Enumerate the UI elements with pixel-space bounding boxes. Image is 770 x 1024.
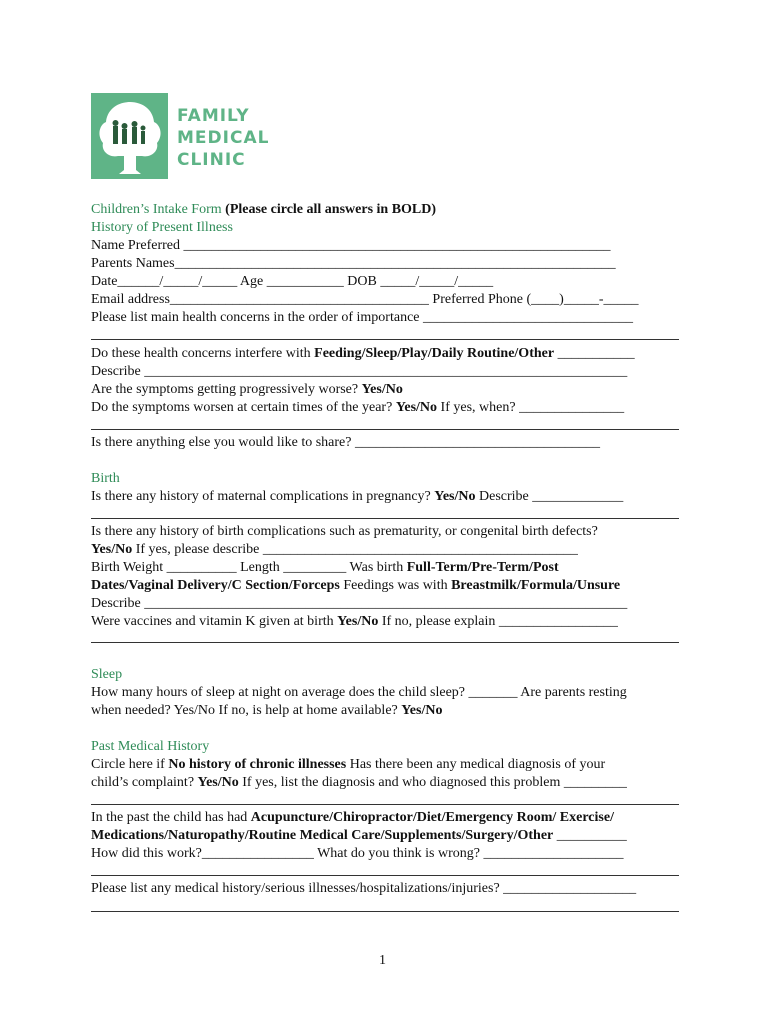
vaccines-question[interactable] <box>91 613 618 631</box>
medication-options[interactable]: Medications/Naturopathy/Routine Medical Care/Supplements/Surgery/Other <box>91 828 554 843</box>
interfere-question[interactable] <box>91 345 635 363</box>
past-text: In the past the child has had <box>91 810 251 825</box>
times-when: If yes, when? _______________ <box>437 400 625 415</box>
health-concerns-field[interactable]: Please list main health concerns in the order of importance ______________________________ <box>91 310 634 325</box>
weight-text: Birth Weight __________ Length _________ Was birth <box>91 560 407 575</box>
describe-field[interactable]: Describe _____________________________________________________________________ <box>91 364 628 379</box>
describe-field[interactable]: Describe _____________________________________________________________________ <box>91 596 628 611</box>
interfere-text: Do these health concerns interfere with <box>91 346 315 361</box>
times-yes-no[interactable]: Yes/No <box>395 400 438 415</box>
form-title-line <box>91 201 436 219</box>
form-title-note: (Please circle all answers in BOLD) <box>225 202 437 217</box>
answer-line <box>91 875 679 876</box>
treatment-options[interactable]: Acupuncture/Chiropractor/Diet/Emergency Room/ Exercise/ <box>250 810 614 825</box>
sleep-hours-question[interactable]: How many hours of sleep at night on average does the child sleep? _______ Are parents resting <box>91 685 627 700</box>
birth-complications-question: Is there any history of birth complications such as prematurity, or congenital birth defects? <box>91 524 598 539</box>
maternal-yes-no[interactable]: Yes/No <box>434 489 476 504</box>
answer-line <box>91 911 679 912</box>
medical-history-field[interactable]: Please list any medical history/serious illnesses/hospitalizations/injuries? ___________________ <box>91 881 637 896</box>
birth-weight-line[interactable] <box>91 559 559 577</box>
work-question[interactable]: How did this work?________________ What do you think is wrong? ____________________ <box>91 846 624 861</box>
complaint-list: If yes, list the diagnosis and who diagnosed this problem _________ <box>238 775 627 790</box>
delivery-feeding-line[interactable] <box>91 577 620 595</box>
interfere-blank: ___________ <box>554 346 635 361</box>
medication-blank: __________ <box>553 828 627 843</box>
birth-complications-answer[interactable] <box>91 541 578 559</box>
medications-line[interactable] <box>91 827 627 845</box>
diagnosis-text: Has there been any medical diagnosis of your <box>346 757 606 772</box>
parents-names-field[interactable]: Parents Names_______________________________________________________________ <box>91 256 616 271</box>
section-heading-birth: Birth <box>91 471 120 486</box>
chronic-illness-line[interactable] <box>91 756 605 774</box>
answer-line <box>91 518 679 519</box>
complaint-yes-no[interactable]: Yes/No <box>197 775 239 790</box>
times-question[interactable] <box>91 399 624 417</box>
worse-text: Are the symptoms getting progressively worse? <box>91 382 362 397</box>
section-heading-past-medical: Past Medical History <box>91 739 210 754</box>
section-heading-sleep: Sleep <box>91 667 123 682</box>
interfere-options[interactable]: Feeding/Sleep/Play/Daily Routine/Other <box>314 346 555 361</box>
complaint-text: child’s complaint? <box>91 775 198 790</box>
worse-question[interactable] <box>91 381 403 399</box>
answer-line <box>91 429 679 430</box>
email-phone-field[interactable]: Email address_____________________________________ Preferred Phone (____)_____-_____ <box>91 292 639 307</box>
name-preferred-field[interactable]: Name Preferred _____________________________________________________________ <box>91 238 611 253</box>
vaccines-text: Were vaccines and vitamin K given at birth <box>91 614 338 629</box>
sleep-help-question[interactable] <box>91 702 442 720</box>
date-age-dob-field[interactable]: Date______/_____/_____ Age ___________ DOB _____/_____/_____ <box>91 274 494 289</box>
vaccines-explain: If no, please explain _________________ <box>378 614 618 629</box>
feeding-text: Feedings was with <box>339 578 452 593</box>
maternal-question[interactable] <box>91 488 623 506</box>
answer-line <box>91 642 679 643</box>
maternal-text: Is there any history of maternal complications in pregnancy? <box>91 489 435 504</box>
no-chronic-option[interactable]: No history of chronic illnesses <box>168 757 347 772</box>
complaint-question[interactable] <box>91 774 627 792</box>
term-options[interactable]: Full-Term/Pre-Term/Post <box>406 560 559 575</box>
vaccines-yes-no[interactable]: Yes/No <box>337 614 379 629</box>
share-field[interactable]: Is there anything else you would like to share? ___________________________________ <box>91 435 600 450</box>
page-number: 1 <box>379 953 386 968</box>
worse-yes-no[interactable]: Yes/No <box>361 382 403 397</box>
sleep-help-text: when needed? Yes/No If no, is help at home available? <box>91 703 402 718</box>
feeding-options[interactable]: Breastmilk/Formula/Unsure <box>451 578 621 593</box>
birth-yes-no[interactable]: Yes/No <box>91 542 133 557</box>
birth-describe: If yes, please describe _____________________________________________ <box>132 542 578 557</box>
sleep-help-yes-no[interactable]: Yes/No <box>401 703 443 718</box>
delivery-options[interactable]: Dates/Vaginal Delivery/C Section/Forceps <box>91 578 340 593</box>
tree-family-icon <box>93 96 167 176</box>
maternal-describe: Describe _____________ <box>475 489 624 504</box>
answer-line <box>91 804 679 805</box>
logo-text-line-1: FAMILY <box>177 106 250 126</box>
logo-text-line-3: CLINIC <box>177 150 246 170</box>
circle-text: Circle here if <box>91 757 169 772</box>
clinic-logo <box>91 93 268 179</box>
times-text: Do the symptoms worsen at certain times of the year? <box>91 400 396 415</box>
answer-line <box>91 339 679 340</box>
logo-text-line-2: MEDICAL <box>177 128 270 148</box>
past-treatments-line[interactable] <box>91 809 614 827</box>
form-title: Children’s Intake Form <box>91 202 222 217</box>
section-heading-present-illness: History of Present Illness <box>91 220 233 235</box>
